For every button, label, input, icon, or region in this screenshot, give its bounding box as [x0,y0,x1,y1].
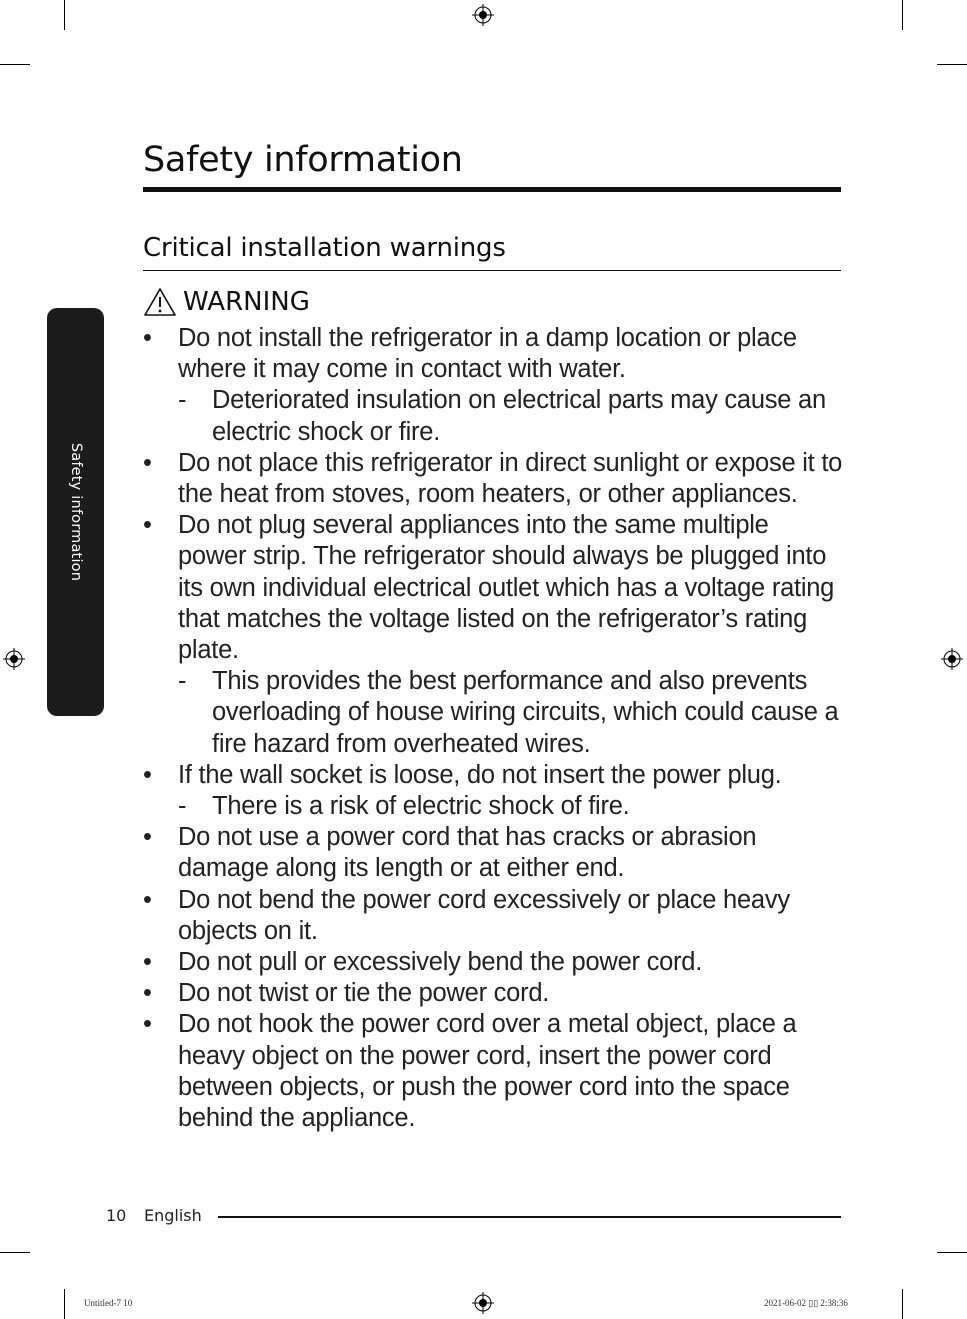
crop-mark [902,0,903,30]
registration-mark-icon [472,1292,494,1314]
sub-item-text: Deteriorated insulation on electrical parts may cause an electric shock or fire. [212,386,826,446]
crop-mark [937,1252,967,1253]
item-text: Do not place this refrigerator in direct sunlight or expose it to the heat from stoves, room heaters, or other appliances. [178,448,843,509]
page-title: Safety information [143,140,463,180]
list-item [143,978,843,1009]
registration-mark-icon [472,4,494,26]
title-rule [143,187,841,192]
side-tab [47,308,104,716]
list-item [143,323,843,448]
item-text: If the wall socket is loose, do not insert the power plug. [178,760,782,789]
bullet: • [143,448,152,477]
list-item [143,1009,843,1134]
item-text: Do not plug several appliances into the same multiple power strip. The refrigerator should always be plugged into its own individual electrical outlet which has a voltage rating that matches the voltage listed on the refrigerator’s rating plate. [178,511,835,665]
item-text: Do not hook the power cord over a metal object, place a heavy object on the power cord, insert the power cord between objects, or push the power cord into the space behind the appliance. [178,1010,797,1133]
section-title: Critical installation warnings [143,233,506,263]
list-item [143,822,843,884]
sub-item-text: This provides the best performance and also prevents overloading of house wiring circuits, which could cause a fire hazard from overheated wires. [212,667,839,758]
page-number: 10 [106,1206,127,1225]
bullet: • [143,948,152,977]
item-text: Do not pull or excessively bend the power cord. [178,948,703,977]
print-slug-right: 2021-06-02 ▯▯ 2:38:36 [764,1298,848,1308]
sub-item [178,385,843,447]
warning-triangle-icon [143,287,177,317]
section-rule [143,270,841,271]
crop-mark [937,64,967,65]
warning-label: WARNING [183,287,310,317]
footer-rule [218,1216,841,1218]
item-text: Do not twist or tie the power cord. [178,979,550,1008]
warning-list [143,323,843,1134]
item-text: Do not use a power cord that has cracks or abrasion damage along its length or at either end. [178,823,757,883]
crop-mark [64,1289,65,1319]
warning-heading [143,285,310,319]
crop-mark [0,64,30,65]
bullet: • [143,979,152,1008]
registration-mark-icon [3,648,25,670]
crop-mark [0,1252,30,1253]
footer-language: English [144,1206,202,1225]
print-slug-left: Untitled-7 10 [84,1298,133,1308]
item-text: Do not install the refrigerator in a damp location or place where it may come in contact with water. [178,324,797,384]
registration-mark-icon [941,648,963,670]
list-item [143,947,843,978]
item-text: Do not bend the power cord excessively or place heavy objects on it. [178,885,790,945]
dash: - [178,667,187,696]
side-tab-label: Safety information [67,442,84,582]
list-item [143,510,843,760]
dash: - [178,386,187,415]
dash: - [178,792,187,821]
crop-mark [902,1289,903,1319]
sub-item [178,666,843,760]
bullet: • [143,1010,152,1039]
bullet: • [143,511,152,540]
list-item [143,885,843,947]
bullet: • [143,760,152,789]
bullet: • [143,324,152,352]
crop-mark [64,0,65,30]
bullet: • [143,885,152,914]
bullet: • [143,823,152,852]
list-item [143,448,843,510]
list-item [143,760,843,822]
sub-item [178,791,843,822]
sub-item-text: There is a risk of electric shock of fire. [212,792,630,821]
